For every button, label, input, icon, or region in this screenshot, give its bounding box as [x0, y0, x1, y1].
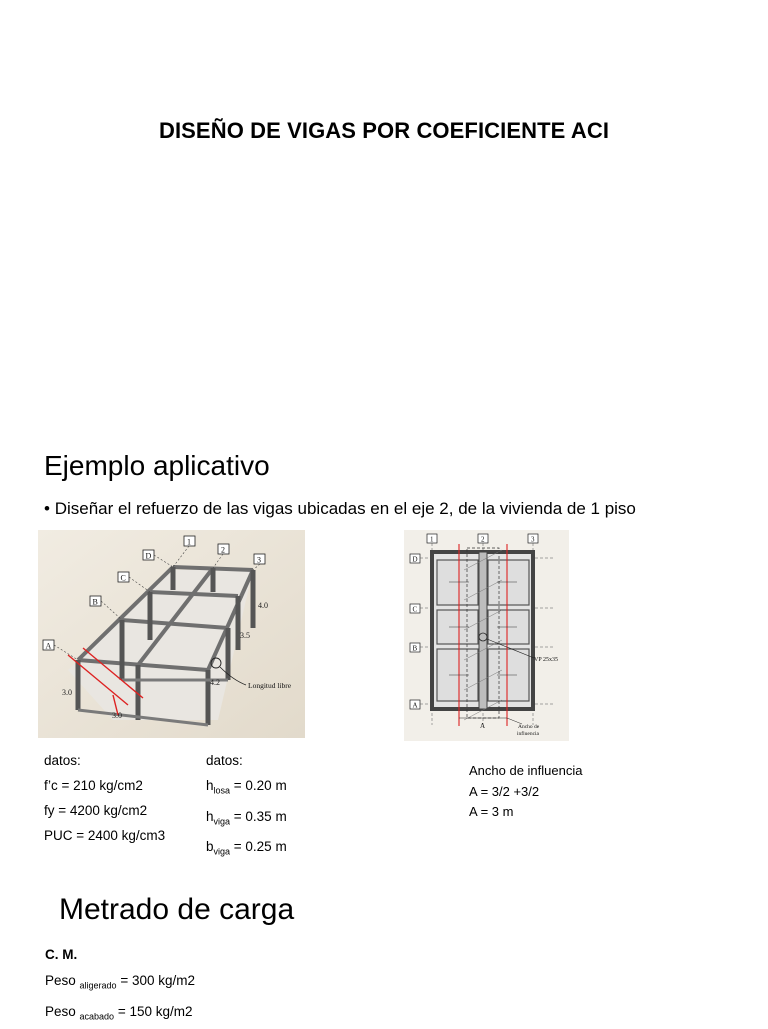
iso-dim-label: 3.5: [240, 631, 250, 640]
iso-axis-letter: C: [120, 573, 126, 583]
section-heading-ejemplo: Ejemplo aplicativo: [44, 450, 270, 481]
bullet-text: Diseñar el refuerzo de las vigas ubicadas en el eje 2, de la vivienda de 1 piso: [54, 499, 636, 518]
peso-aligerado: Peso $_{aligerado}$ = 300 kg/m2: [45, 973, 195, 991]
iso-axis-letter: B: [92, 597, 98, 607]
ancho-label: Ancho de influencia: [469, 763, 583, 778]
datos-puc: PUC = 2400 kg/cm3: [44, 828, 166, 843]
datos-fy: fy = 4200 kg/cm2: [44, 803, 148, 818]
iso-axis-number: 2: [221, 545, 225, 555]
iso-dim-label: 4.2: [210, 678, 220, 687]
iso-dim-label: 4.0: [258, 601, 268, 610]
plan-axis-letter: D: [412, 555, 418, 564]
datos-materials: [44, 748, 165, 848]
iso-dim-label: 3.0: [62, 688, 72, 697]
plan-axis-letter: C: [412, 605, 418, 614]
datos-dimensions: [206, 748, 287, 865]
iso-axis-number: 3: [257, 555, 261, 565]
bullet-item: [44, 499, 636, 519]
plan-axis-number: 3: [531, 535, 535, 544]
plan-dim-label: A: [480, 722, 486, 730]
plan-callout-line2: influencia: [517, 731, 539, 737]
peso-list: [45, 968, 195, 1029]
datos-fc: f’c = 210 kg/cm2: [44, 778, 143, 793]
isometric-frame-svg: [38, 530, 305, 738]
plan-axis-number: 2: [481, 535, 485, 544]
datos-b-viga: $b_{viga} = 0.25$ m: [206, 839, 287, 858]
section-heading-metrado: Metrado de carga: [59, 893, 295, 926]
page-title: DISEÑO DE VIGAS POR COEFICIENTE ACI: [158, 118, 610, 143]
bullet-dot: •: [44, 499, 55, 518]
iso-axis-letter: A: [45, 641, 52, 651]
peso-acabado: Peso $_{acabado}$ = 150 kg/m2: [45, 1003, 193, 1022]
ancho-influencia-block: [469, 761, 582, 823]
plan-view-svg: [404, 530, 569, 741]
cm-label: C. M.: [45, 947, 78, 962]
plan-axis-letter: A: [412, 701, 418, 710]
plan-beam-label: VP 25x35: [534, 657, 558, 663]
iso-callout-label: Longitud libre: [248, 681, 292, 690]
datos-label: datos:: [44, 753, 81, 768]
iso-axis-number: 1: [187, 537, 191, 547]
plan-callout-line1: Ancho de: [518, 724, 540, 730]
plan-axis-letter: B: [412, 644, 418, 653]
datos-h-viga: $h_{viga} = 0.35$ m: [206, 808, 287, 827]
ancho-formula: A = 3/2 +3/2: [469, 783, 540, 799]
isometric-frame-drawing: [38, 530, 305, 738]
ancho-result: A = 3 m: [469, 804, 514, 819]
datos-h-losa: $h_{losa} = 0.20$ m: [206, 778, 287, 796]
plan-axis-number: 1: [430, 535, 434, 544]
plan-view-drawing: [404, 530, 569, 741]
iso-dim-label: 3.0: [112, 711, 122, 720]
datos-label: datos:: [206, 753, 243, 768]
iso-axis-letter: D: [145, 551, 152, 561]
